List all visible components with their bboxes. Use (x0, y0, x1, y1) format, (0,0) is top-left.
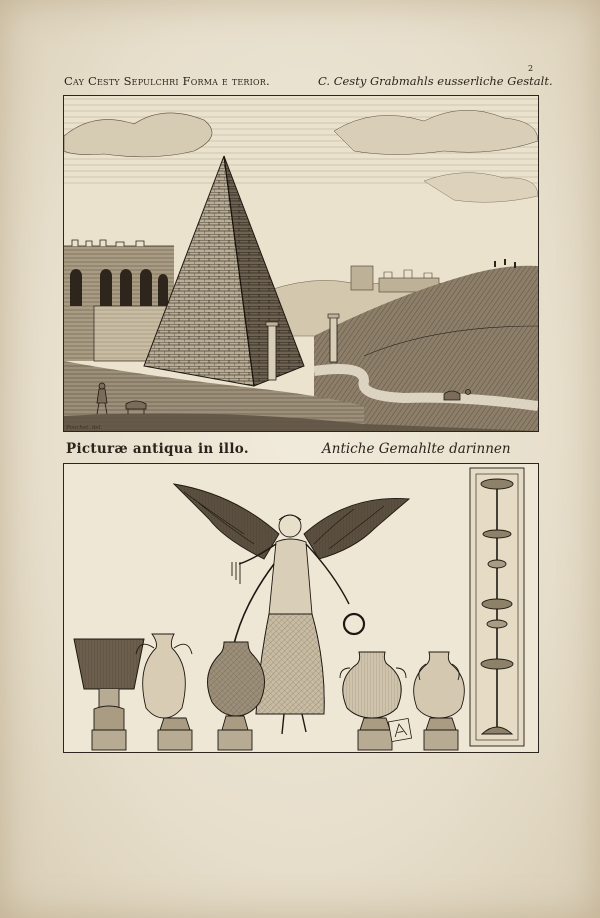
vase-bucket (74, 639, 144, 750)
monogram-plaque (388, 718, 411, 741)
winged-victory-illustration (64, 464, 538, 752)
vase-amphora-1 (136, 634, 192, 750)
artist-signature: Pouchet. del. (66, 425, 103, 431)
vase-amphora-4 (414, 652, 465, 750)
pyramid-scene-illustration (64, 96, 538, 431)
candelabrum-panel (470, 468, 524, 746)
vase-amphora-2 (208, 642, 265, 750)
latin-title-top: Cay Cesty Sepulchri Forma e terior. (64, 74, 270, 88)
german-title-bottom: Antiche Gemahlte darinnen (322, 441, 511, 457)
paintings-plate (63, 463, 539, 753)
latin-title-bottom: Picturæ antiqua in illo. (66, 441, 249, 457)
german-title-top: C. Cesty Grabmahls eusserliche Gestalt. (318, 74, 553, 88)
pyramid-plate (63, 95, 539, 432)
plate-number: 2 (528, 64, 534, 73)
